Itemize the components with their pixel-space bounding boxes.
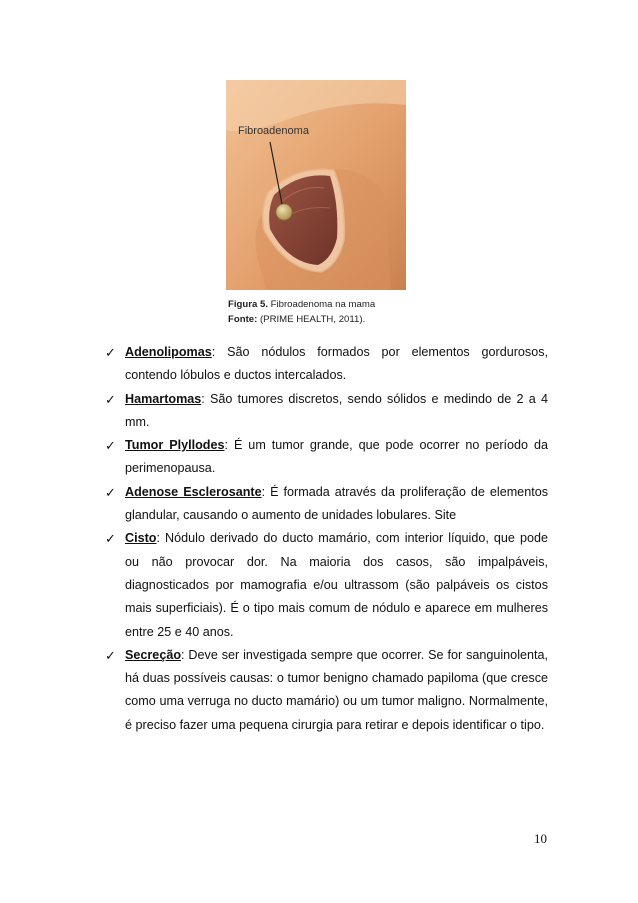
checkmark-icon: ✓ [105, 345, 116, 360]
list-item [104, 644, 548, 737]
caption-title-prefix: Figura 5. [228, 299, 268, 310]
item-text: : É formada através da proliferação de elementos glandular, causando o aumento de unidades lobulares. Site [125, 484, 548, 523]
item-text: : São tumores discretos, sendo sólidos e medindo de 2 a 4 mm. [125, 391, 548, 429]
figure-caption [228, 297, 375, 327]
list-item [104, 341, 548, 388]
list-item [104, 481, 548, 528]
checkmark-icon: ✓ [105, 647, 116, 663]
fibroadenoma-figure [226, 80, 406, 290]
caption-title-text: Fibroadenoma na mama [267, 299, 376, 310]
checkmark-icon: ✓ [105, 391, 116, 407]
item-text: : São nódulos formados por elementos gordurosos, contendo lóbulos e ductos intercalados. [125, 345, 548, 383]
list-item [104, 388, 548, 435]
page-number: 10 [534, 831, 547, 846]
fibroadenoma-label: Fibroadenoma [238, 125, 309, 137]
caption-source [228, 312, 375, 327]
item-text: : É um tumor grande, que pode ocorrer no período da perimenopausa. [125, 438, 548, 476]
caption-source-prefix: Fonte: [228, 314, 258, 325]
item-text: : Nódulo derivado do ducto mamário, com interior líquido, que pode ou não provocar dor. Na maioria dos casos, são impalpáveis, diagnosticados por mamografia e/ou ultrassom (são palpáveis os cistos mais superficiais). É o tipo mais comum de nódulo e aparece em mulheres entre 25 e 40 anos. [125, 531, 548, 639]
list-item [104, 434, 548, 481]
caption-source-text: (PRIME HEALTH, 2011). [257, 314, 366, 325]
checkmark-icon: ✓ [105, 484, 116, 500]
item-term: Tumor Plyllodes [125, 438, 225, 453]
list-item [104, 527, 548, 643]
checkmark-icon: ✓ [105, 531, 116, 547]
checkmark-icon: ✓ [105, 438, 116, 454]
item-term: Adenose Esclerosante [125, 484, 262, 499]
item-term: Secreção [125, 647, 182, 662]
nodule-types-list [104, 341, 548, 737]
item-term: Adenolipomas [125, 345, 212, 359]
caption-title [228, 297, 375, 312]
item-term: Cisto [125, 531, 157, 546]
breast-illustration [226, 80, 406, 290]
item-text: : Deve ser investigada sempre que ocorrer. Se for sanguinolenta, há duas possíveis causas: o tumor benigno chamado papiloma (que cresce como uma verruga no ducto mamário) ou um tumor maligno. Normalmente, é preciso fazer uma pequena cirurgia para retirar e depois identificar o tipo. [125, 647, 548, 732]
item-term: Hamartomas [125, 391, 202, 406]
fibroadenoma-nodule [276, 204, 292, 220]
